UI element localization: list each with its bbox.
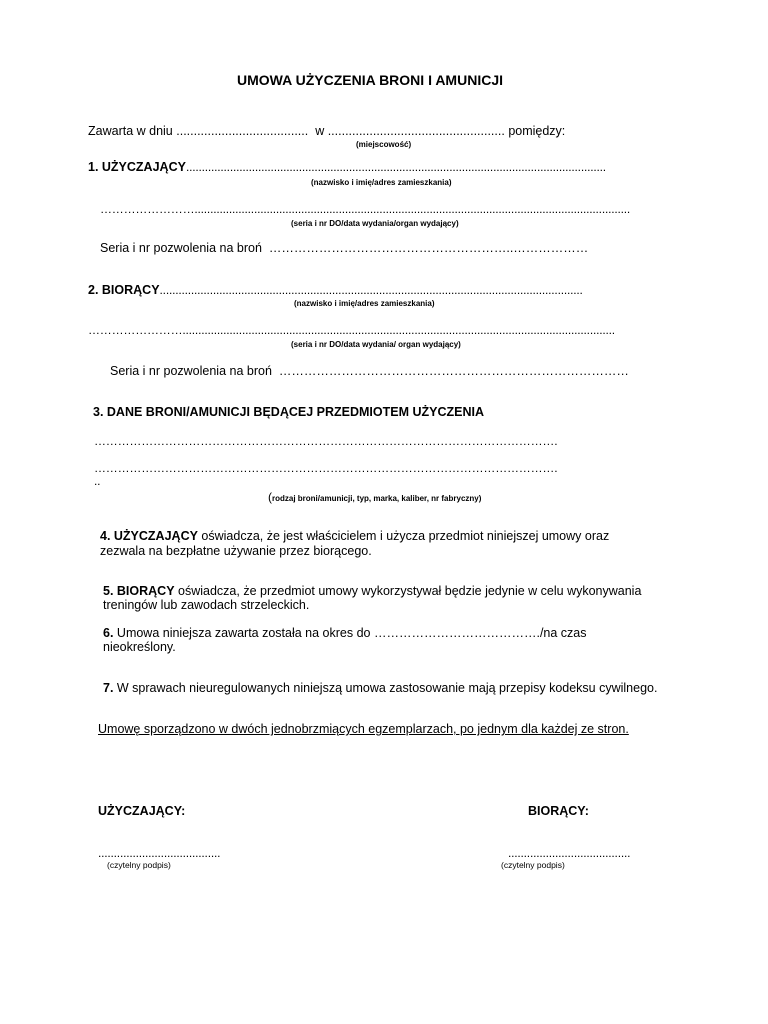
borrower-permit-line <box>110 364 629 378</box>
borrower-permit-label: Seria i nr pozwolenia na broń <box>110 364 272 378</box>
clause-6-text: Umowa niniejsza zawarta została na okres do …………………………………./na czas <box>113 626 587 640</box>
lender-id-hint: (seria i nr DO/data wydania/organ wydający) <box>291 219 459 228</box>
place-hint: (miejscowość) <box>356 140 412 149</box>
borrower-signature-hint: (czytelny podpis) <box>501 860 565 870</box>
weapon-data-field-3[interactable]: .. <box>94 474 101 488</box>
clause-7-text: W sprawach nieuregulowanych niniejszą umowa zastosowanie mają przepisy kodeksu cywilnego. <box>113 681 658 695</box>
section3-heading: 3. DANE BRONI/AMUNICJI BĘDĄCEJ PRZEDMIOTEM UŻYCZENIA <box>93 405 484 419</box>
lender-signature-field[interactable]: ....................................... <box>98 846 221 860</box>
lender-name-hint: (nazwisko i imię/adres zamieszkania) <box>311 178 452 187</box>
borrower-name-field[interactable]: ....................................................................................................................................... <box>159 283 583 297</box>
intro-w: w <box>315 124 325 138</box>
page-title: UMOWA UŻYCZENIA BRONI I AMUNICJI <box>237 72 503 88</box>
intro-prefix: Zawarta w dniu <box>88 124 173 138</box>
lender-id-field[interactable]: ……………………........................................................................................................................................... <box>100 202 631 216</box>
borrower-heading: 2. BIORĄCY <box>88 283 160 297</box>
clause-6-line-2: nieokreślony. <box>103 640 176 654</box>
borrower-permit-field[interactable]: ………………………………………………………………………… <box>278 364 629 378</box>
lender-line <box>88 160 678 174</box>
weapon-data-field-2[interactable]: ………………………………………………………………………………………………………. <box>94 461 558 475</box>
borrower-signature-field[interactable]: ....................................... <box>508 846 631 860</box>
weapon-data-field-1[interactable]: ………………………………………………………………………………………………………. <box>94 434 558 448</box>
clause-7-heading: 7. <box>103 681 114 695</box>
intro-line <box>88 124 565 138</box>
clause-4-line-2: zezwala na bezpłatne używanie przez biorącego. <box>100 544 372 558</box>
clause-5-heading: 5. BIORĄCY <box>103 584 175 598</box>
borrower-id-hint: (seria i nr DO/data wydania/ organ wydający) <box>291 340 461 349</box>
borrower-id-field[interactable]: …………………….......................................................................................................................................... <box>88 323 615 337</box>
borrower-signature-label: BIORĄCY: <box>528 804 589 818</box>
lender-signature-label: UŻYCZAJĄCY: <box>98 804 186 818</box>
lender-permit-label: Seria i nr pozwolenia na broń <box>100 241 262 255</box>
clause-4-text: oświadcza, że jest właścicielem i użycza przedmiot niniejszej umowy oraz <box>197 529 610 543</box>
intro-suffix: pomiędzy: <box>508 124 566 138</box>
clause-7-line-1 <box>103 681 657 695</box>
clause-5-line-1 <box>103 584 641 598</box>
lender-name-field[interactable]: ...................................................................................................................................... <box>185 160 606 174</box>
weapon-hint-text: rodzaj broni/amunicji, typ, marka, kaliber, nr fabryczny) <box>272 494 482 503</box>
closing-statement: Umowę sporządzono w dwóch jednobrzmiących egzemplarzach, po jednym dla każdej ze stron. <box>98 722 629 736</box>
clause-4-line-1 <box>100 529 609 543</box>
lender-heading: 1. UŻYCZAJĄCY <box>88 160 186 174</box>
clause-4-heading: 4. UŻYCZAJĄCY <box>100 529 198 543</box>
date-field[interactable]: ...................................... <box>176 124 309 138</box>
lender-permit-field[interactable]: …………………………………………………..……………… <box>268 241 589 255</box>
weapon-hint-paren: ( <box>268 490 272 504</box>
weapon-data-hint <box>268 488 481 506</box>
clause-6-heading: 6. <box>103 626 114 640</box>
lender-permit-line <box>100 241 588 255</box>
borrower-name-hint: (nazwisko i imię/adres zamieszkania) <box>294 299 435 308</box>
lender-signature-hint: (czytelny podpis) <box>107 860 171 870</box>
place-field[interactable]: ................................................... <box>327 124 505 138</box>
clause-5-line-2: treningów lub zawodach strzeleckich. <box>103 598 310 612</box>
clause-5-text: oświadcza, że przedmiot umowy wykorzystywał będzie jedynie w celu wykonywania <box>174 584 642 598</box>
borrower-line <box>88 283 658 297</box>
clause-6-line-1 <box>103 626 587 640</box>
